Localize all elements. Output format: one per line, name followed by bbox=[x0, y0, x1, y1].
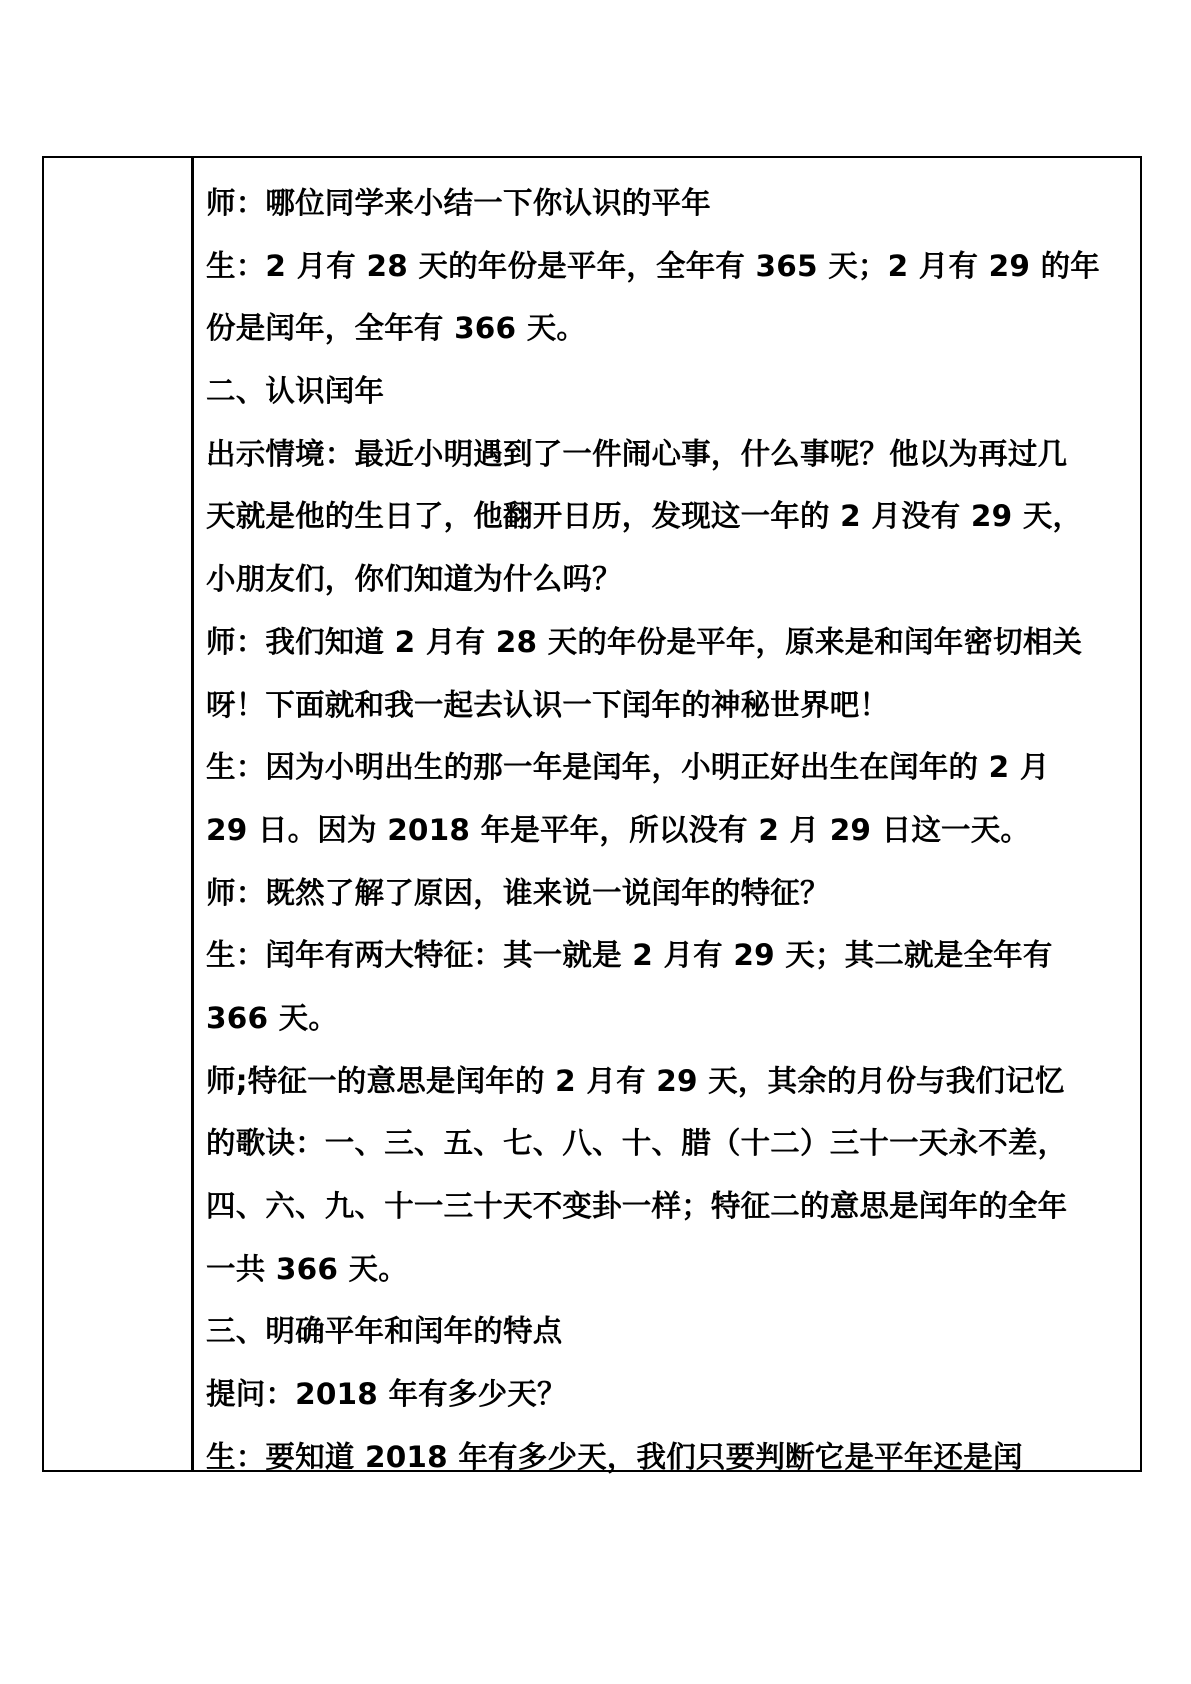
text-line: 生：因为小明出生的那一年是闰年，小明正好出生在闰年的 2 月 bbox=[206, 750, 1050, 785]
table-left-column bbox=[44, 158, 194, 1470]
text-line: 天就是他的生日了，他翻开日历，发现这一年的 2 月没有 29 天， bbox=[206, 499, 1083, 534]
text-line: 师：我们知道 2 月有 28 天的年份是平年，原来是和闰年密切相关 bbox=[206, 624, 1083, 659]
text-line: 的歌诀：一、三、五、七、八、十、腊（十二）三十一天永不差， bbox=[206, 1126, 1068, 1161]
text-line: 呀！下面就和我一起去认识一下闰年的神秘世界吧！ bbox=[206, 687, 890, 722]
text-line: 小朋友们，你们知道为什么吗？ bbox=[206, 562, 622, 597]
lesson-table bbox=[42, 156, 1142, 1472]
text-line: 一共 366 天。 bbox=[206, 1251, 408, 1286]
text-line: 生：要知道 2018 年有多少天，我们只要判断它是平年还是闰 bbox=[206, 1439, 1023, 1474]
text-line: 四、六、九、十一三十天不变卦一样；特征二的意思是闰年的全年 bbox=[206, 1189, 1068, 1223]
text-line: 份是闰年，全年有 366 天。 bbox=[206, 311, 587, 346]
text-line: 出示情境：最近小明遇到了一件闹心事，什么事呢？他以为再过几 bbox=[206, 436, 1068, 471]
text-line: 生：闰年有两大特征：其一就是 2 月有 29 天；其二就是全年有 bbox=[206, 938, 1053, 973]
text-line: 29 日。因为 2018 年是平年，所以没有 2 月 29 日这一天。 bbox=[206, 812, 1031, 847]
text-line: 师：既然了解了原因，谁来说一说闰年的特征？ bbox=[206, 875, 830, 910]
section-heading: 二、认识闰年 bbox=[206, 374, 385, 409]
text-line: 师;特征一的意思是闰年的 2 月有 29 天，其余的月份与我们记忆 bbox=[206, 1063, 1065, 1098]
section-heading: 三、明确平年和闰年的特点 bbox=[206, 1314, 563, 1349]
text-line: 提问：2018 年有多少天？ bbox=[206, 1377, 567, 1412]
table-content-column bbox=[194, 158, 1140, 1474]
text-line: 生：2 月有 28 天的年份是平年，全年有 365 天；2 月有 29 的年 bbox=[206, 248, 1100, 283]
text-line: 366 天。 bbox=[206, 1000, 339, 1035]
text-line: 师：哪位同学来小结一下你认识的平年 bbox=[206, 186, 711, 220]
